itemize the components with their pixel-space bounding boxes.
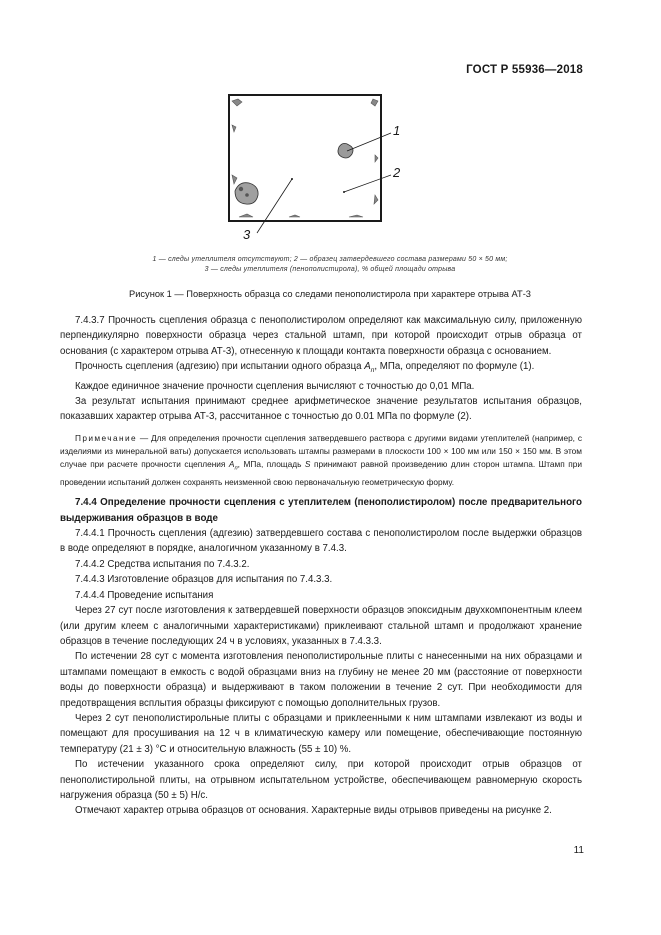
paragraph-2-days: Через 2 сут пенополистирольные плиты с образцами и приклеенными к ним штампами извлекают из воды и помещают для просушивания на 12 ч в климатическую камеру или помещение, обеспечивающие постоянную температуру (21 ± 3) °С и относительную влажность (55 ± 10) %.	[60, 712, 582, 755]
leader-1	[347, 133, 391, 151]
leader-3	[257, 179, 292, 233]
document-body	[60, 313, 582, 819]
paragraph-adhesion-formula: Прочность сцепления (адгезию) при испытании одного образца $A_п$, МПа, определяют по формуле (1).	[75, 361, 535, 375]
standard-header: ГОСТ Р 55936—2018	[466, 64, 583, 76]
paragraph-7441: 7.4.4.1 Прочность сцепления (адгезию) затвердевшего состава с пенополистиролом после выдержки образцов в воде определяют в порядке, аналогичном указанному в 7.4.3.	[60, 528, 582, 555]
figure-label-2: 2	[393, 165, 401, 180]
leader-2	[344, 175, 391, 192]
paragraph-7442: 7.4.4.2 Средства испытания по 7.4.3.2.	[75, 558, 250, 570]
figure-label-3: 3	[243, 227, 251, 242]
paragraph-28-days: По истечении 28 сут с момента изготовления пенополистирольные плиты с нанесенными на них образцами и штампами помещают в емкость с водой образцами вниз на глубину не менее 20 мм (расстояние от поверхности воды до поверхности образца) и выдерживают в таком положении в течение 2 сут. При необходимости для предотвращения всплытия образцы фиксируют с помощью дополнительных грузов.	[60, 651, 582, 709]
paragraph-7437: 7.4.3.7 Прочность сцепления образца с пенополистиролом определяют как максимальную силу, приложенную перпендикулярно поверхности образца через стальной штамп, при которой происходит отрыв образца от основания (с характером отрыва АТ-3), отнесенную к площади контакта поверхности образца с основанием.	[60, 315, 582, 357]
paragraph-7443: 7.4.4.3 Изготовление образцов для испытания по 7.4.3.3.	[75, 574, 333, 586]
paragraph-precision: Каждое единичное значение прочности сцепления вычисляют с точностью до 0,01 МПа.	[75, 380, 475, 392]
note: Примечание — Для определения прочности сцепления затвердевшего раствора с другими видами утеплителей (например, с изделиями из минеральной ваты) допускается использовать штампы размерами в плоскости 100 × 100 мм или 150 × 150 мм. В этом случае при расчете прочности сцепления $A_п$, МПа, площадь S принимают равной произведению длин сторон штампа. Штамп при проведении испытаний должен сохранять неизменной свою первоначальную геометрическую форму.	[60, 432, 582, 488]
specimen-drawing	[229, 95, 381, 247]
paragraph-force: По истечении указанного срока определяют силу, при которой происходит отрыв образцов от пенополистирольной плиты, на отрывном испытательном устройстве, обеспечивающем равномерную скорость нагружения образца (50 ± 5) Н/с.	[60, 759, 582, 801]
page-number: 11	[573, 845, 584, 856]
paragraph-result: За результат испытания принимают среднее арифметическое значение результатов испытания образцов, показавших характер отрыва АТ-3, рассчитанное с точностью до 0.01 МПа по формуле (2).	[60, 395, 582, 423]
figure-legend-line-2: 3 — следы утеплителя (пенополистирола), % общей площади отрыва	[204, 266, 456, 273]
paragraph-27-days: Через 27 сут после изготовления к затвердевшей поверхности образцов эпоксидным двухкомпонентным клеем (или другим клеем с аналогичными характеристиками) приклеивают стальной штамп и продолжают хранение образцов в течение последующих 24 ч в условиях, указанных в 7.4.3.3.	[60, 605, 582, 647]
section-heading-744: 7.4.4 Определение прочности сцепления с утеплителем (пенополистиролом) после предварительного выдерживания образцов в воде	[60, 497, 582, 524]
figure-label-1: 1	[393, 123, 401, 138]
paragraph-failure-mode: Отмечают характер отрыва образцов от основания. Характерные виды отрывов приведены на рисунке 2.	[75, 805, 552, 817]
trace-blob-1	[338, 143, 353, 158]
note-label: Примечание	[75, 432, 138, 443]
figure-1	[229, 95, 401, 247]
paragraph-7444: 7.4.4.4 Проведение испытания	[75, 589, 214, 601]
symbol-a: A	[364, 361, 371, 373]
figure-caption: Рисунок 1 — Поверхность образца со следами пенополистирола при характере отрыва АТ-3	[129, 289, 531, 299]
trace-spots	[239, 187, 243, 191]
figure-legend-line-1: 1 — следы утеплителя отсутствуют; 2 — образец затвердевшего состава размерами 50 × 50 мм;	[152, 256, 508, 263]
